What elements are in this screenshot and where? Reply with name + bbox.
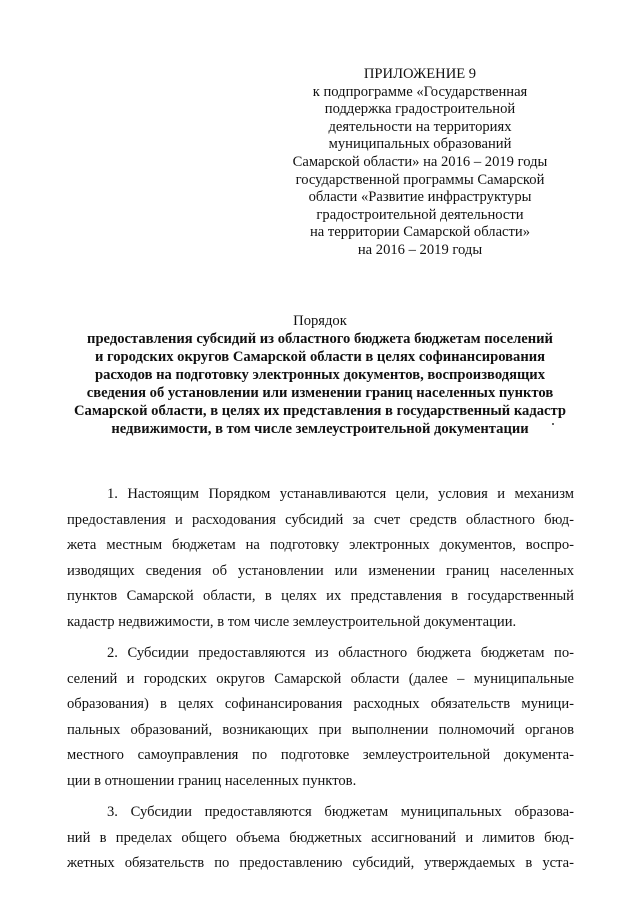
- paragraph-line: местного самоуправления по подготовке землеустроительной документа-: [67, 747, 574, 763]
- appendix-line: муниципальных образований: [328, 136, 512, 153]
- subtitle-line: и городских округов Самарской области в целях софинансирования: [94, 349, 546, 365]
- paragraph-line: пунктов Самарской области, в целях их представления в государственный: [67, 588, 574, 604]
- appendix-header: [270, 66, 570, 260]
- paragraph-line: селений и городских округов Самарской области (далее – муниципальные: [67, 670, 574, 687]
- paragraph-line: предоставления и расходования субсидий за счет средств областного бюд-: [67, 511, 574, 528]
- paragraph-line: жета местным бюджетам на подготовку электронных документов, воспро-: [67, 537, 574, 553]
- subtitle-line: предоставления субсидий из областного бюджета бюджетам поселений: [87, 331, 553, 347]
- appendix-line: ПРИЛОЖЕНИЕ 9: [363, 66, 477, 82]
- paragraph-line: жетных обязательств по предоставлению субсидий, утверждаемых в уста-: [67, 855, 574, 871]
- paragraph-line: пальных образований, возникающих при выполнении полномочий органов: [67, 721, 574, 738]
- paragraph-line: образования) в целях софинансирования расходных обязательств муници-: [67, 696, 574, 712]
- appendix-line: к подпрограмме «Государственная: [312, 83, 528, 100]
- paragraph-line: кадастр недвижимости, в том числе землеустроительной документации.: [67, 613, 517, 630]
- subtitle-line: недвижимости, в том числе землеустроительной документации: [111, 421, 529, 437]
- document-body: [67, 482, 574, 877]
- scan-speck: [552, 423, 554, 425]
- appendix-line: области «Развитие инфраструктуры: [308, 189, 532, 206]
- appendix-line: деятельности на территориях: [328, 118, 512, 135]
- paragraph-line: ции в отношении границ населенных пунктов.: [67, 772, 357, 789]
- paragraph-line: 2. Субсидии предоставляются из областного бюджета бюджетам по-: [107, 645, 574, 661]
- subtitle-line: расходов на подготовку электронных документов, воспроизводящих: [94, 367, 546, 383]
- appendix-line: градостроительной деятельности: [316, 206, 524, 223]
- paragraph-line: 1. Настоящим Порядком устанавливаются цели, условия и механизм: [107, 486, 574, 502]
- appendix-line: поддержка градостроительной: [324, 101, 516, 118]
- document-title: [40, 312, 600, 438]
- appendix-line: государственной программы Самарской: [295, 171, 545, 188]
- title-word: Порядок: [293, 313, 347, 329]
- paragraph-line: ний в пределах общего объема бюджетных ассигнований и лимитов бюд-: [67, 829, 574, 846]
- appendix-line: Самарской области» на 2016 – 2019 годы: [292, 153, 548, 170]
- appendix-line: на 2016 – 2019 годы: [357, 241, 483, 258]
- paragraph-line: изводящих сведения об установлении или изменении границ населенных: [67, 562, 574, 579]
- subtitle-line: сведения об установлении или изменении границ населенных пунктов: [86, 385, 554, 401]
- appendix-line: на территории Самарской области»: [309, 224, 531, 241]
- paragraph-line: 3. Субсидии предоставляются бюджетам муниципальных образова-: [107, 804, 574, 820]
- subtitle-line: Самарской области, в целях их представления в государственный кадастр: [74, 403, 566, 419]
